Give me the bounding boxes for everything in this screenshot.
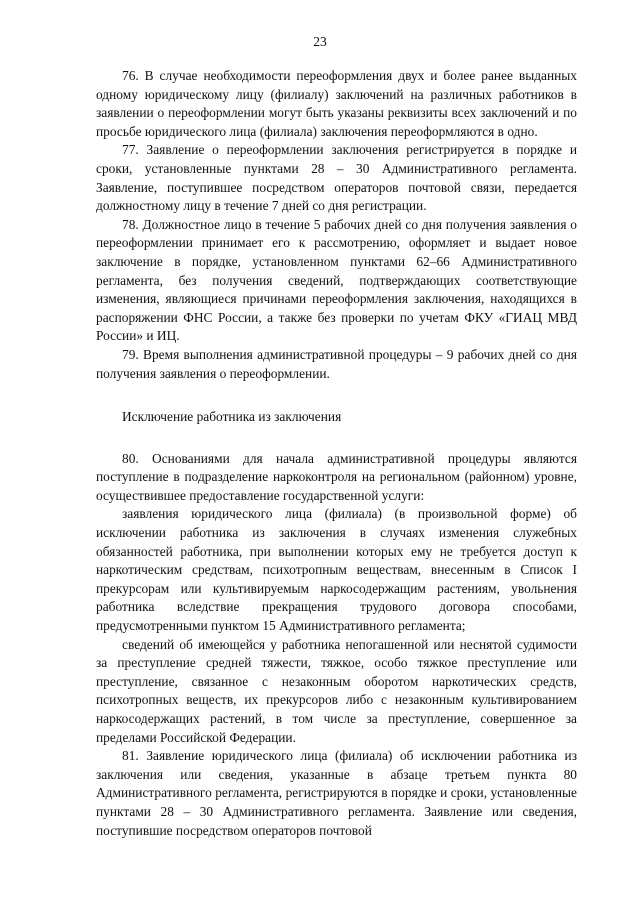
paragraph-80-item-statement: заявления юридического лица (филиала) (в произвольной форме) об исключении работника из заключения в случаях изменения служебных обязанностей работника, при выполнении которых ему не требуется доступ к наркотическим средствам, психотропным веществам, внесенным в Список I прекурсорам или культивируемым наркосодержащим растениям, увольнения работника вследствие прекращения трудового договора способами, предусмотренными пунктом 15 Административного регламента; [96, 506, 577, 634]
paragraph-81: 81. Заявление юридического лица (филиала) об исключении работника из заключения или сведения, указанные в абзаце третьем пункта 80 Административного регламента, регистрируются в порядке и сроки, установленные пунктами 28 – 30 Административного регламента. Заявление или сведения, поступившие посредством операторов почтовой [96, 748, 577, 838]
section-heading: Исключение работника из заключения [122, 409, 342, 425]
paragraph-77: 77. Заявление о переоформлении заключения регистрируется в порядке и сроки, установленные пунктами 28 – 30 Административного регламента. Заявление, поступившее посредством операторов почтовой связи, передается должностному лицу в течение 7 дней со дня регистрации. [96, 142, 577, 214]
paragraph-80-item-conviction: сведений об имеющейся у работника непогашенной или неснятой судимости за преступление средней тяжести, тяжкое, особо тяжкое преступление или преступление, связанное с незаконным оборотом наркотических средств, психотропных веществ, их прекурсоров либо с незаконным культивированием наркосодержащих растений, в том числе за преступление, совершенное за пределами Российской Федерации. [96, 636, 577, 745]
paragraph-79: 79. Время выполнения административной процедуры – 9 рабочих дней со дня получения заявления о переоформлении. [96, 346, 577, 381]
document-body [96, 67, 577, 840]
page-number: 23 [313, 34, 327, 49]
paragraph-78: 78. Должностное лицо в течение 5 рабочих дней со дня получения заявления о переоформлении принимает его к рассмотрению, оформляет и выдает новое заключение в порядке, установленном пунктами 62–66 Административного регламента, без получения сведений, подтверждающих соответствующие изменения, являющиеся причинами переоформления заключения, находящихся в распоряжении ФНС России, а также без проверки по учетам ФКУ «ГИАЦ МВД России» и ИЦ. [96, 216, 577, 344]
paragraph-76: 76. В случае необходимости переоформления двух и более ранее выданных одному юридическому лицу (филиалу) заключений на различных работников в заявлении о переоформлении могут быть указаны реквизиты всех заключений и по просьбе юридического лица (филиала) заключения переоформляются в одно. [96, 68, 577, 139]
paragraph-80: 80. Основаниями для начала административной процедуры являются поступление в подразделение наркоконтроля на региональном (районном) уровне, осуществившее предоставление государственной услуги: [96, 450, 577, 503]
